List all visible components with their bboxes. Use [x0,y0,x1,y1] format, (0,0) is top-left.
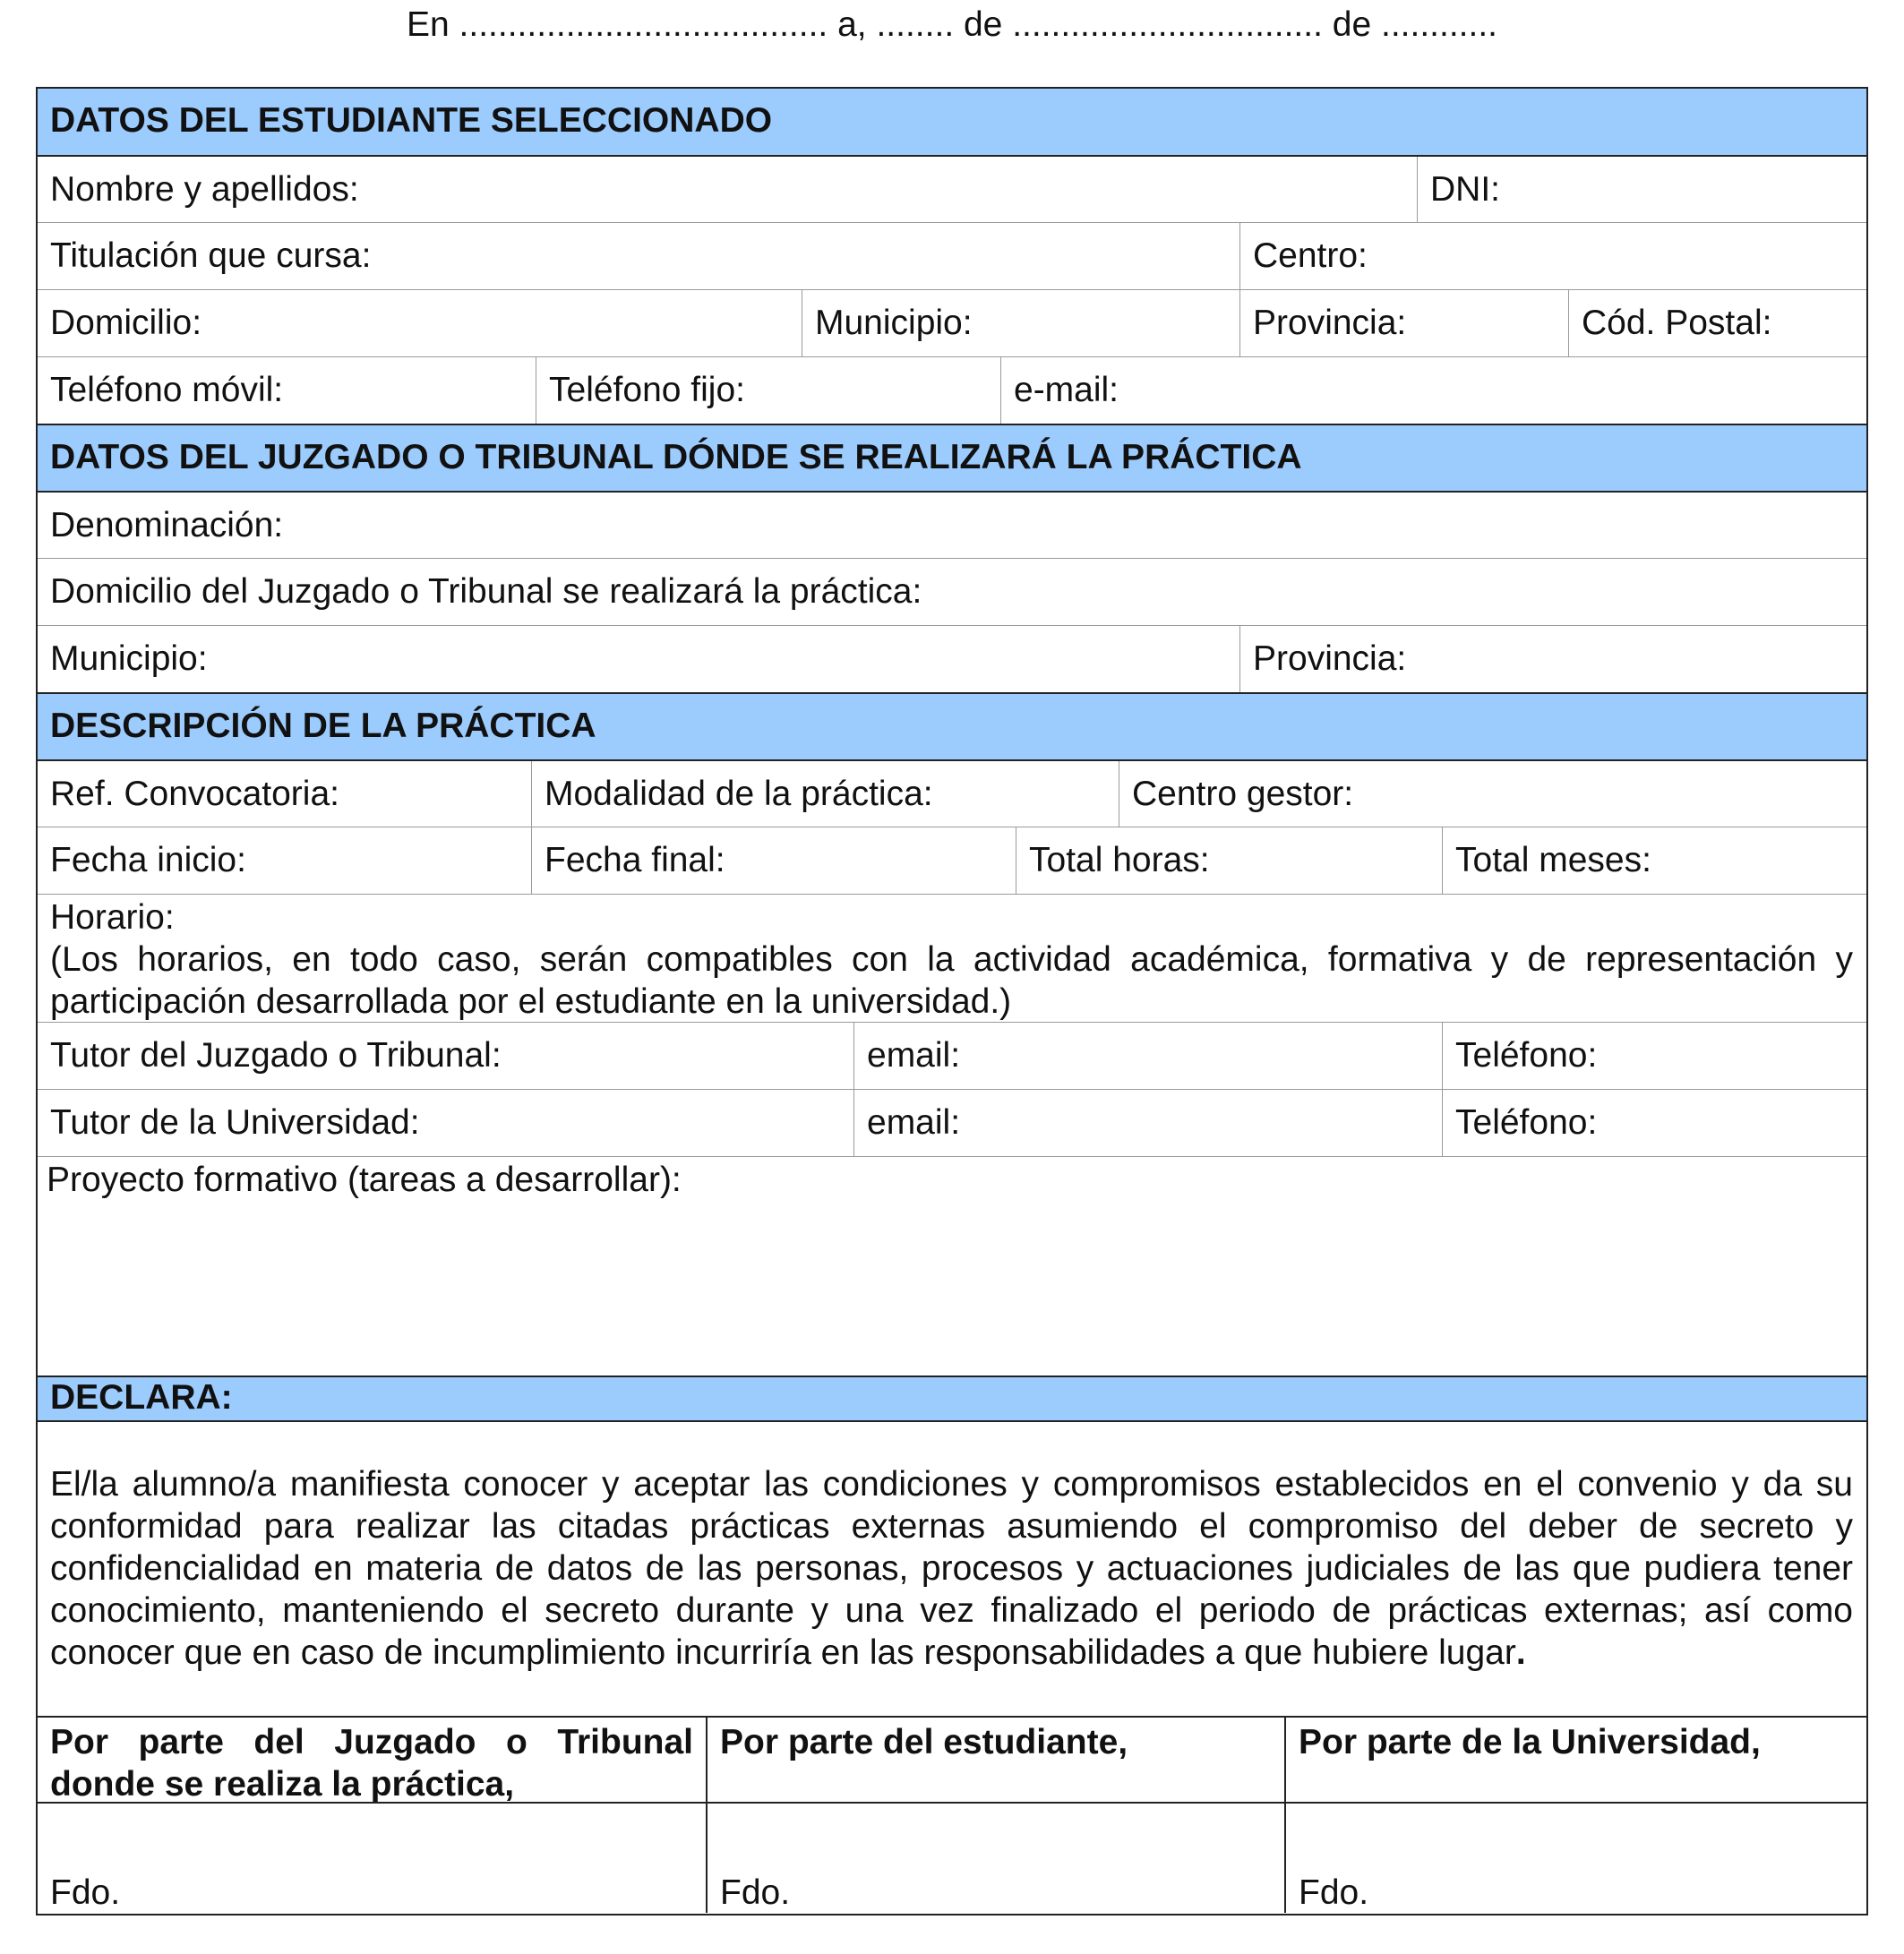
court-section-header [38,424,1866,491]
court-tutor-phone-label: Teléfono: [1455,1036,1598,1075]
declaration-text: El/la alumno/a manifiesta conocer y aceptar las condiciones y compromisos establecidos en el convenio y da su conformidad para realizar las citadas prácticas externas asumiendo el compromiso del deber de secreto y confidencialidad en materia de datos de las personas, procesos y actuaciones judiciales de las que pudiera tener conocimiento, manteniendo el secreto durante y una vez finalizado el periodo de prácticas externas; así como conocer que en caso de incumplimiento incurriría en las responsabilidades a que hubiere lugar [50,1465,1853,1672]
start-date-label: Fecha inicio: [50,841,246,879]
practice-form [36,87,1868,1915]
modality-label: Modalidad de la práctica: [545,774,933,813]
degree-label: Titulación que cursa: [50,236,372,275]
student-signature-label: Fdo. [720,1873,791,1912]
schedule-label: Horario: [50,898,175,937]
univ-tutor-phone-label: Teléfono: [1455,1103,1598,1142]
student-section-header [38,89,1866,155]
court-address-label: Domicilio del Juzgado o Tribunal se realizará la práctica: [50,572,922,611]
total-months-label: Total meses: [1455,841,1651,879]
dni-label: DNI: [1430,169,1500,209]
univ-tutor-phone-field[interactable] [1442,1090,1865,1156]
court-signature-heading: Por parte del Juzgado o Tribunal donde se realiza la práctica, [50,1723,693,1804]
address-field[interactable] [38,290,802,356]
court-municipality-label: Municipio: [50,639,208,678]
project-row[interactable] [38,1156,1866,1376]
student-signature-box[interactable] [706,1804,1284,1913]
university-signature-box[interactable] [1284,1804,1865,1913]
declaration-section-header [38,1376,1866,1420]
end-date-label: Fecha final: [545,841,725,879]
denomination-label: Denominación: [50,505,284,544]
landline-label: Teléfono fijo: [549,371,745,409]
name-row [38,155,1866,222]
email-label: e-mail: [1014,371,1119,409]
denomination-row [38,491,1866,558]
court-address-field[interactable] [38,559,1865,625]
declaration-text-block [38,1463,1866,1674]
court-municipality-field[interactable] [38,626,1239,692]
mobile-label: Teléfono móvil: [50,371,284,409]
court-signature-box[interactable] [38,1804,706,1913]
court-province-field[interactable] [1239,626,1865,692]
center-label: Centro: [1253,236,1368,275]
student-signature-heading: Por parte del estudiante, [706,1718,1284,1802]
signature-boxes-row [38,1802,1866,1913]
practice-ref-row [38,759,1866,827]
municipality-field[interactable] [802,290,1239,356]
court-tutor-phone-field[interactable] [1442,1023,1865,1089]
total-hours-field[interactable] [1016,827,1442,894]
declaration-section-title: DECLARA: [50,1378,233,1418]
email-field[interactable] [1000,357,1865,424]
university-signature-label: Fdo. [1299,1873,1369,1912]
court-tutor-email-field[interactable] [853,1023,1442,1089]
contact-row [38,356,1866,424]
end-date-field[interactable] [531,827,1016,894]
practice-section-title: DESCRIPCIÓN DE LA PRÁCTICA [50,706,596,745]
schedule-note: (Los horarios, en todo caso, serán compatibles con la actividad académica, formativa y de representación y participación desarrollada por el estudiante en la universidad.) [50,940,1853,1021]
postal-code-field[interactable] [1568,290,1865,356]
university-signature-heading: Por parte de la Universidad, [1284,1718,1865,1802]
province-label: Provincia: [1253,304,1407,342]
univ-tutor-email-field[interactable] [853,1090,1442,1156]
project-label: Proyecto formativo (tareas a desarrollar): [47,1161,682,1199]
degree-row [38,222,1866,289]
court-tutor-row [38,1022,1866,1089]
court-tutor-field[interactable] [38,1023,853,1089]
ref-field[interactable] [38,761,531,827]
denomination-field[interactable] [38,493,1865,558]
declaration-body [38,1420,1866,1716]
schedule-row[interactable] [38,894,1866,1022]
court-tutor-label: Tutor del Juzgado o Tribunal: [50,1036,502,1075]
univ-tutor-field[interactable] [38,1090,853,1156]
court-signature-label: Fdo. [50,1873,121,1912]
court-province-label: Provincia: [1253,639,1407,678]
municipality-label: Municipio: [815,304,973,342]
place-date-line: En ...................................... a, ........ de ................................ de ............ [406,5,1498,44]
landline-field[interactable] [536,357,1000,424]
start-date-field[interactable] [38,827,531,894]
center-field[interactable] [1239,223,1865,289]
total-months-field[interactable] [1442,827,1865,894]
univ-tutor-row [38,1089,1866,1156]
practice-dates-row [38,827,1866,894]
court-location-row [38,625,1866,692]
address-label: Domicilio: [50,304,202,342]
modality-field[interactable] [531,761,1119,827]
dni-field[interactable] [1417,157,1865,222]
managing-center-field[interactable] [1119,761,1865,827]
ref-label: Ref. Convocatoria: [50,774,339,813]
name-field[interactable] [38,157,1417,222]
practice-section-header [38,692,1866,759]
schedule-block [38,896,1866,1023]
degree-field[interactable] [38,223,1239,289]
declaration-text-end: . [1515,1633,1526,1672]
univ-tutor-label: Tutor de la Universidad: [50,1103,420,1142]
name-label: Nombre y apellidos: [50,169,359,209]
student-section-title: DATOS DEL ESTUDIANTE SELECCIONADO [50,101,773,141]
managing-center-label: Centro gestor: [1132,774,1354,813]
total-hours-label: Total horas: [1029,841,1210,879]
postal-code-label: Cód. Postal: [1582,304,1772,342]
court-tutor-email-label: email: [867,1036,961,1075]
province-field[interactable] [1239,290,1568,356]
mobile-field[interactable] [38,357,536,424]
signature-headings-row [38,1716,1866,1802]
address-row [38,289,1866,356]
court-section-title: DATOS DEL JUZGADO O TRIBUNAL DÓNDE SE REALIZARÁ LA PRÁCTICA [50,437,1302,476]
univ-tutor-email-label: email: [867,1103,961,1142]
court-address-row [38,558,1866,625]
